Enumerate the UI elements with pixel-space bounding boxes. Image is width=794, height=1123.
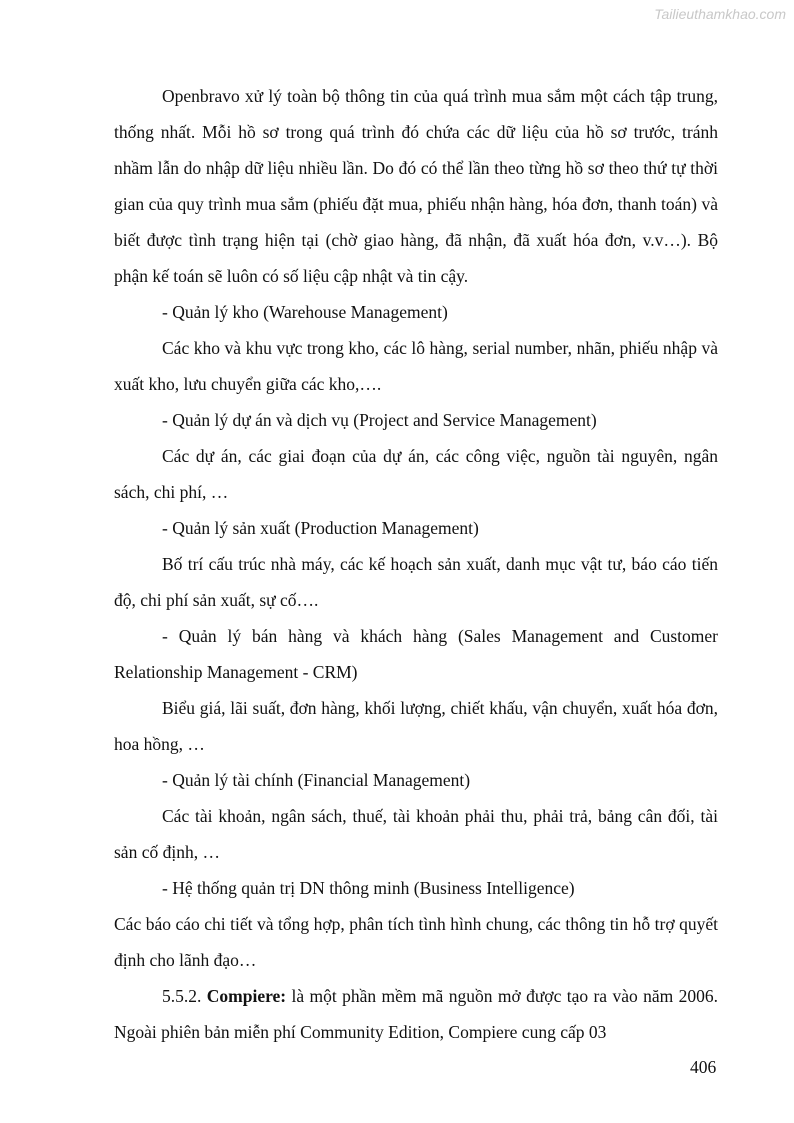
- heading-warehouse: - Quản lý kho (Warehouse Management): [162, 302, 448, 322]
- paragraph-compiere: [114, 978, 718, 1050]
- section-number: 5.5.2.: [162, 986, 202, 1006]
- heading-financial: - Quản lý tài chính (Financial Management): [162, 770, 471, 790]
- heading-bi: - Hệ thống quản trị DN thông minh (Business Intelligence): [162, 878, 575, 898]
- paragraph-project: Các dự án, các giai đoạn của dự án, các công việc, nguồn tài nguyên, ngân sách, chi phí, …: [114, 446, 718, 502]
- compiere-description: là một phần mềm mã nguồn mở được tạo ra vào năm 2006. Ngoài phiên bản miễn phí Community Edition, Compiere cung cấp 03: [114, 986, 718, 1042]
- heading-project: - Quản lý dự án và dịch vụ (Project and Service Management): [162, 410, 597, 430]
- heading-production: - Quản lý sản xuất (Production Management): [162, 518, 479, 538]
- paragraph-financial: Các tài khoản, ngân sách, thuế, tài khoản phải thu, phải trả, bảng cân đối, tài sản cố định, …: [114, 806, 718, 862]
- page-number: 406: [690, 1057, 717, 1077]
- heading-sales: - Quản lý bán hàng và khách hàng (Sales Management and Customer Relationship Management - CRM): [114, 626, 718, 682]
- watermark: Tailieuthamkhao.com: [654, 6, 786, 22]
- paragraph-warehouse: Các kho và khu vực trong kho, các lô hàng, serial number, nhãn, phiếu nhập và xuất kho, lưu chuyển giữa các kho,….: [114, 338, 718, 394]
- paragraph-sales: Biểu giá, lãi suất, đơn hàng, khối lượng, chiết khấu, vận chuyển, xuất hóa đơn, hoa hồng, …: [114, 698, 718, 754]
- compiere-term: Compiere:: [206, 986, 287, 1006]
- paragraph-production: Bố trí cấu trúc nhà máy, các kế hoạch sản xuất, danh mục vật tư, báo cáo tiến độ, chi phí sản xuất, sự cố….: [114, 554, 718, 610]
- document-body: [114, 78, 718, 1050]
- paragraph-bi: Các báo cáo chi tiết và tổng hợp, phân tích tình hình chung, các thông tin hỗ trợ quyết định cho lãnh đạo…: [114, 914, 718, 970]
- paragraph-openbravo: Openbravo xử lý toàn bộ thông tin của quá trình mua sắm một cách tập trung, thống nhất. Mỗi hồ sơ trong quá trình đó chứa các dữ liệu của hồ sơ trước, tránh nhầm lẫn do nhập dữ liệu nhiều lần. Do đó có thể lần theo từng hồ sơ theo thứ tự thời gian của quy trình mua sắm (phiếu đặt mua, phiếu nhận hàng, hóa đơn, thanh toán) và biết được tình trạng hiện tại (chờ giao hàng, đã nhận, đã xuất hóa đơn, v.v…). Bộ phận kế toán sẽ luôn có số liệu cập nhật và tin cậy.: [114, 86, 718, 286]
